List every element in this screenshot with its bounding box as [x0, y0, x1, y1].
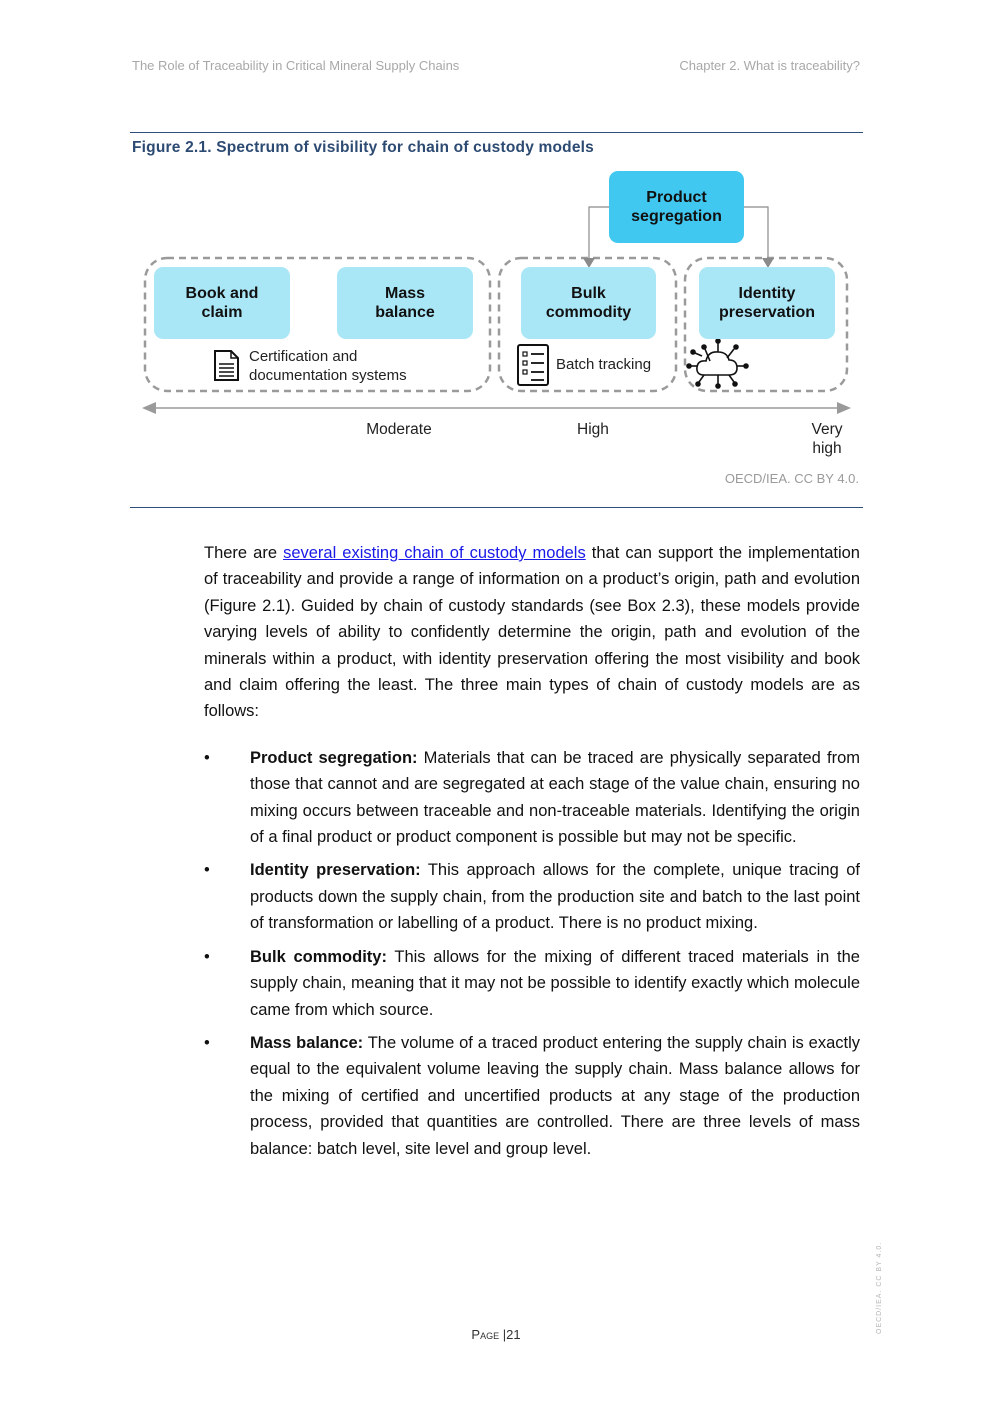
- axis-label-high: High: [577, 421, 609, 438]
- visibility-axis-arrow-left: [142, 402, 156, 414]
- visibility-axis-arrow-right: [837, 402, 851, 414]
- node-mass-balance-line2: balance: [375, 304, 435, 321]
- axis-label-very-high: [797, 420, 857, 458]
- custody-model-list: [204, 745, 860, 1162]
- list-item-term: Product segregation:: [250, 748, 418, 767]
- list-item-term: Bulk commodity:: [250, 947, 387, 966]
- body-text: [204, 540, 860, 1169]
- bullet-marker: •: [204, 1033, 210, 1052]
- intro-text-before: There are: [204, 544, 284, 562]
- list-item-text: This allows for the mixing of different traced materials in the supply chain, meaning that it may not be possible to identify exactly which molecule came from which source.: [250, 947, 860, 1019]
- figure-title: Figure 2.1. Spectrum of visibility for chain of custody models: [132, 139, 594, 156]
- group-label-certification-line2: documentation systems: [249, 367, 407, 384]
- node-identity-preservation: [699, 267, 835, 339]
- node-book-and-claim-line1: Book and: [185, 285, 259, 302]
- list-item-term: Mass balance:: [250, 1033, 364, 1052]
- bullet-marker: •: [204, 861, 210, 880]
- node-mass-balance: [337, 267, 473, 339]
- list-item: [204, 745, 860, 851]
- side-license-stamp: OECD/IEA. CC BY 4.0.: [876, 1241, 883, 1334]
- list-item-term: Identity preservation:: [250, 861, 421, 880]
- bullet-marker: •: [204, 947, 210, 966]
- page-footer: [0, 1327, 992, 1342]
- node-identity-preservation-line2: preservation: [718, 304, 816, 321]
- axis-label-very-high-line2: high: [812, 440, 842, 457]
- node-mass-balance-line1: Mass: [384, 285, 426, 302]
- list-item-text: The volume of a traced product entering the supply chain is exactly equal to the equivalent volume leaving the supply chain. Mass balance allows for the mixing of certified and uncertified products at any stage of the production process, provided that quantities are controlled. There are three levels of mass balance: batch level, site level and group level.: [250, 1033, 860, 1158]
- page-number: 21: [506, 1327, 521, 1342]
- group-label-certification: [249, 347, 407, 385]
- node-product-segregation: [609, 171, 744, 243]
- list-item: [204, 944, 860, 1023]
- node-bulk-commodity: [521, 267, 656, 339]
- node-book-and-claim: [154, 267, 290, 339]
- figure-source: OECD/IEA. CC BY 4.0.: [724, 471, 859, 486]
- list-item-text: This approach allows for the complete, unique tracing of products down the supply chain, from the production site and batch to the last point of transformation or labelling of a product. There is no product mixing.: [250, 861, 860, 933]
- axis-label-very-high-line1: Very: [811, 421, 843, 438]
- group-label-certification-line1: Certification and: [249, 348, 358, 365]
- running-header-chapter: Chapter 2. What is traceability?: [679, 58, 860, 73]
- node-bulk-commodity-line2: commodity: [545, 304, 632, 321]
- node-bulk-commodity-line1: Bulk: [571, 285, 606, 302]
- checklist-icon: [518, 345, 548, 385]
- list-item: [204, 857, 860, 936]
- node-identity-preservation-line1: Identity: [738, 285, 796, 302]
- document-icon: [215, 351, 238, 380]
- figure-bottom-rule: [130, 507, 863, 508]
- list-item: [204, 1030, 860, 1162]
- page-separator: |: [502, 1327, 507, 1342]
- group-label-batch-tracking: Batch tracking: [556, 356, 652, 373]
- cloud-network-icon: [687, 339, 748, 388]
- intro-paragraph: [204, 540, 860, 725]
- axis-label-moderate: Moderate: [366, 421, 432, 438]
- list-item-text: Materials that can be traced are physically separated from those that cannot and are segregated at each stage of the value chain, ensuring no mixing occurs between traceable and non-traceable materials. Identifying the origin of a final product or product component is possible but may not be specific.: [250, 748, 860, 847]
- page-word: Page: [471, 1327, 500, 1342]
- node-product-segregation-line1: Product: [646, 189, 707, 206]
- node-product-segregation-line2: segregation: [631, 208, 722, 225]
- node-book-and-claim-line2: claim: [201, 304, 243, 321]
- chain-of-custody-link[interactable]: several existing chain of custody models: [283, 544, 586, 562]
- running-header-title: The Role of Traceability in Critical Mineral Supply Chains: [132, 58, 460, 73]
- bullet-marker: •: [204, 748, 210, 767]
- intro-text-after: that can support the implementation of traceability and provide a range of information on a product’s origin, path and evolution (Figure 2.1). Guided by chain of custody standards (see Box 2.3), these models provide varying levels of ability to confidently determine the origin, path and evolution of the minerals within a product, with identity preservation offering the most visibility and book and claim offering the least. The three main types of chain of custody models are as follows:: [204, 544, 860, 721]
